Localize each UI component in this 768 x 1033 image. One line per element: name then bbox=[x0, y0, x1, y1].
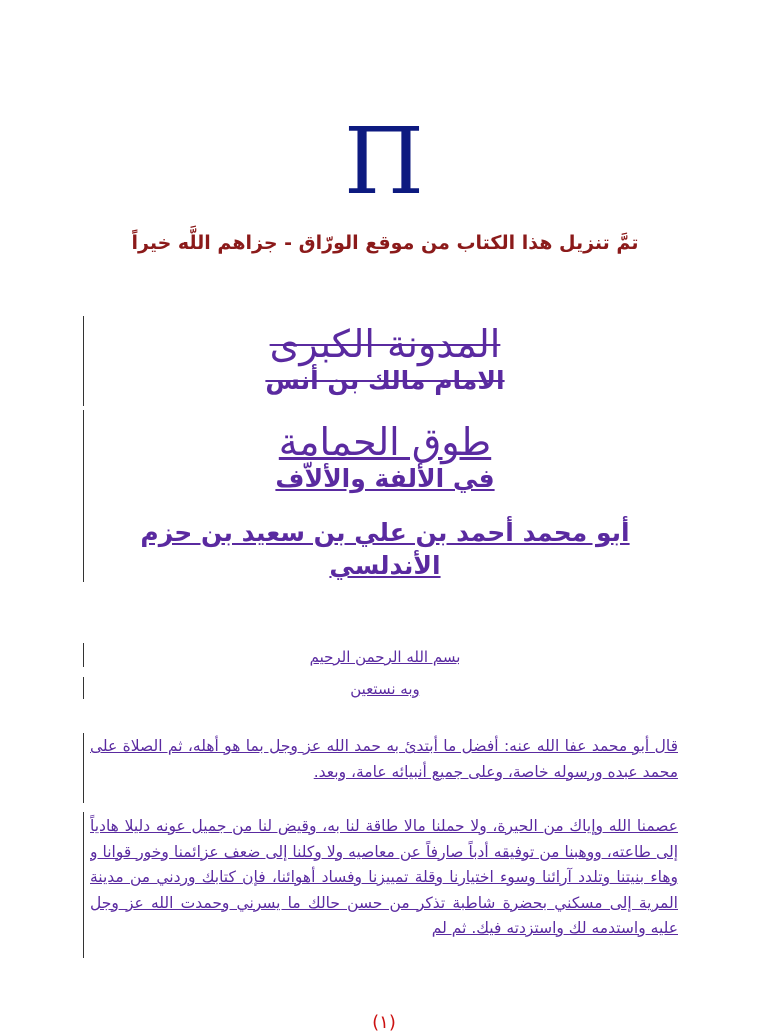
paragraph-2[interactable]: عصمنا الله وإياك من الحيرة، ولا حملنا مالا طاقة لنا به، وقيض لنا من جميل عونه دليلا هادياً إلى طاعته، ووهبنا من توفيقه أدباً صارفاً عن معاصيه ولا وكلنا إلى ضعف عزائمنا وخور قوانا و وهاء بنيتنا وتلدد آرائنا وسوء اختيارنا وقلة تمييزنا وفساد أهوائنا، فإن كتابك وردني من مدينة المرية إلى مسكني بحضرة شاطبة تذكر من حسن حالك ما يسرني وحمدت الله عز وجل عليه واستدمه لك واستزدته فيك. ثم لم bbox=[90, 817, 678, 937]
book2-subtitle[interactable]: في الألفة والألاّف bbox=[275, 464, 495, 493]
book1-title: المدونة الكبرى bbox=[269, 322, 501, 366]
margin-line bbox=[83, 410, 84, 582]
paragraph-1[interactable]: قال أبو محمد عفا الله عنه: أفضل ما أبتدئ به حمد الله عز وجل بما هو أهله، ثم الصلاة على محمد عبده ورسوله خاصة، وعلى جميع أنبيائه عامة، وبعد. bbox=[90, 737, 678, 781]
book2-header bbox=[90, 420, 680, 494]
margin-line bbox=[83, 677, 84, 699]
margin-line bbox=[83, 316, 84, 406]
book1-header bbox=[90, 322, 680, 396]
page-number: (١) bbox=[372, 1012, 396, 1033]
basmala[interactable]: بسم الله الرحمن الرحيم bbox=[309, 648, 461, 666]
download-note: تمَّ تنزيل هذا الكتاب من موقع الورّاق - جزاهم اللَّه خيراً bbox=[131, 232, 639, 254]
waraq-logo: Π bbox=[343, 108, 425, 215]
margin-line bbox=[83, 643, 84, 667]
margin-line bbox=[83, 812, 84, 958]
book2-author[interactable]: أبو محمد أحمد بن علي بن سعيد بن حزم الأندلسي bbox=[140, 518, 630, 580]
seek-help-line[interactable]: وبه نستعين bbox=[350, 680, 420, 698]
book2-title[interactable]: طوق الحمامة bbox=[278, 420, 492, 464]
book1-author: الامام مالك بن أنس bbox=[265, 366, 505, 395]
margin-line bbox=[83, 733, 84, 803]
